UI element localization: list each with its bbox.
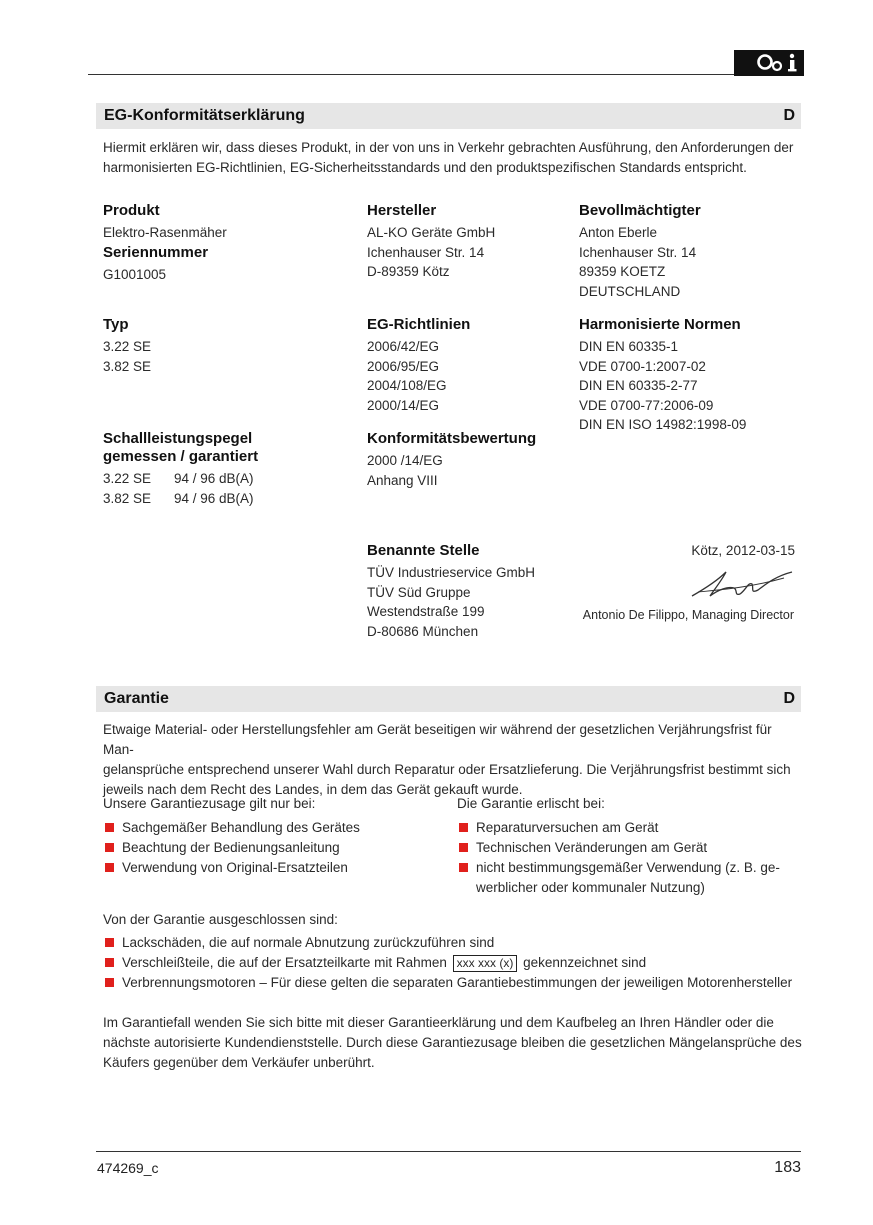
notified-body-block: Benannte Stelle TÜV Industrieservice GmbH TÜV Süd Gruppe Westendstraße 199 D-80686 München <box>367 542 536 639</box>
warranty-valid-block: Unsere Garantiezusage gilt nur bei: Sachgemäßer Behandlung des Gerätes Beachtung der Bedienungsanleitung Verwendung von Original-Ersatzteilen <box>103 794 443 878</box>
footer-rule <box>96 1151 801 1152</box>
directives-block: EG-Richtlinien 2006/42/EG 2006/95/EG 2004/108/EG 2000/14/EG <box>367 316 471 413</box>
page-number: 183 <box>774 1159 801 1176</box>
representative-block: Bevollmächtigter Anton Eberle Ichenhauser Str. 14 89359 KOETZ DEUTSCHLAND <box>579 202 701 299</box>
product-heading: Produkt <box>103 202 160 219</box>
product-value: Elektro-Rasenmäher <box>103 225 227 240</box>
warranty-section-bar <box>96 686 801 712</box>
serial-value: G1001005 <box>103 266 167 282</box>
sound-block: Schallleistungspegel gemessen / garantiert 3.22 SE 94 / 96 dB(A) 3.82 SE 94 / 96 dB(A) <box>103 430 259 506</box>
list-item: Lackschäden, die auf normale Abnutzung zurückzuführen sind <box>103 933 803 953</box>
tool-info-icon <box>734 50 804 76</box>
conformity-intro: Hiermit erklären wir, dass dieses Produkt, in der von uns in Verkehr gebrachten Ausführung, den Anforderungen der harmonisierten EG-Richtlinien, EG-Sicherheitsstandards und den produktspezifischen Standards entspricht. <box>103 140 794 175</box>
list-item: Verbrennungsmotoren – Für diese gelten die separaten Garantiebestimmungen der jeweiligen Motorenhersteller <box>103 973 803 993</box>
warranty-excluded-block: Von der Garantie ausgeschlossen sind: Lackschäden, die auf normale Abnutzung zurückzuführen sind Verschleißteile, die auf der Ersatzteilkarte mit Rahmen xxx xxx (x) gekennzeichnet sind Verbrennungsmotoren – Für diese gelten die separaten Garantiebestimmungen der jeweiligen Motorenhersteller <box>103 910 803 993</box>
warranty-intro: Etwaige Material- oder Herstellungsfehler am Gerät beseitigen wir während der gesetzlichen Verjährungsfrist für Man- gelansprüche entsprechend unserer Wahl durch Reparatur oder Ersatzlieferung. Die Verjährungsfrist bestimmt sich jeweils nach dem Recht des Landes, in dem das Gerät gekauft wurde. <box>103 722 791 797</box>
assessment-block: Konformitätsbewertung 2000 /14/EG Anhang VIII <box>367 430 537 488</box>
manufacturer-block: Hersteller AL-KO Geräte GmbH Ichenhauser Str. 14 D-89359 Kötz <box>367 202 496 279</box>
warranty-void-block: Die Garantie erlischt bei: Reparaturversuchen am Gerät Technischen Veränderungen am Gerät nicht bestimmungsgemäßer Verwendung (z. B. ge- werblicher oder kommunaler Nutzung) <box>457 794 797 898</box>
warranty-closing: Im Garantiefall wenden Sie sich bitte mit dieser Garantieerklärung und dem Kaufbeleg an Ihren Händler oder die nächste autorisierte Kundendienststelle. Durch diese Garantiezusage bleiben die gesetzlichen Mängelansprüche des Käufers gegenüber dem Verkäufer unberührt. <box>103 1015 802 1070</box>
type-block: Typ 3.22 SE 3.82 SE <box>103 315 353 376</box>
header-rule <box>88 74 734 75</box>
list-item: Verschleißteile, die auf der Ersatzteilkarte mit Rahmen xxx xxx (x) gekennzeichnet sind <box>103 953 803 973</box>
warranty-title: Garantie <box>104 690 169 707</box>
list-item: nicht bestimmungsgemäßer Verwendung (z. B. ge- werblicher oder kommunaler Nutzung) <box>457 858 797 898</box>
place-date: Kötz, 2012-03-15 <box>691 543 795 558</box>
list-item: Technischen Veränderungen am Gerät <box>457 838 797 858</box>
conformity-title: EG-Konformitätserklärung <box>104 107 305 124</box>
warranty-language-letter: D <box>783 690 795 707</box>
signatory: Antonio De Filippo, Managing Director <box>582 608 794 622</box>
framed-part-number: xxx xxx (x) <box>453 955 518 972</box>
list-item: Sachgemäßer Behandlung des Gerätes <box>103 818 443 838</box>
list-item: Beachtung der Bedienungsanleitung <box>103 838 443 858</box>
doc-number: 474269_c <box>97 1160 159 1176</box>
type-heading: Typ <box>103 316 129 333</box>
signature <box>688 566 798 607</box>
product-block <box>103 201 353 284</box>
serial-heading: Seriennummer <box>103 243 209 261</box>
list-item: Verwendung von Original-Ersatzteilen <box>103 858 443 878</box>
standards-block: Harmonisierte Normen DIN EN 60335-1 VDE 0700-1:2007-02 DIN EN 60335-2-77 VDE 0700-77:2006-09 DIN EN ISO 14982:1998-09 <box>579 316 747 432</box>
conformity-language-letter: D <box>783 107 795 124</box>
list-item: Reparaturversuchen am Gerät <box>457 818 797 838</box>
